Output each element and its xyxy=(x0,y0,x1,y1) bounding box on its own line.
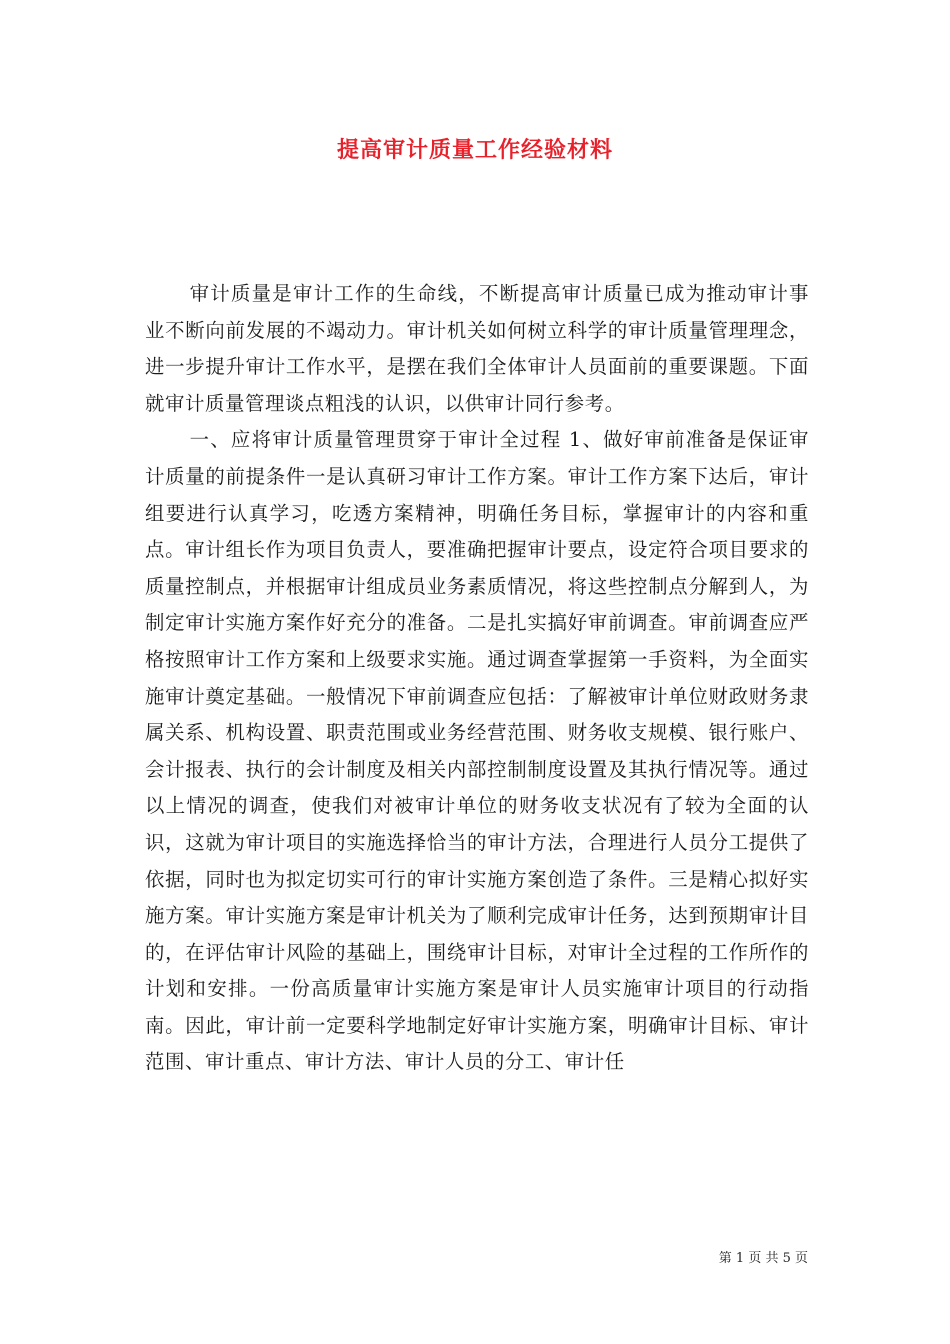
document-body xyxy=(145,276,809,1081)
paragraph-section-one: 一、应将审计质量管理贯穿于审计全过程 1、做好审前准备是保证审计质量的前提条件一是认真研习审计工作方案。审计工作方案下达后，审计组要进行认真学习，吃透方案精神，明确任务目标，掌握审计的内容和重点。审计组长作为项目负责人，要准确把握审计要点，设定符合项目要求的质量控制点，并根据审计组成员业务素质情况，将这些控制点分解到人，为制定审计实施方案作好充分的准备。二是扎实搞好审前调查。审前调查应严格按照审计工作方案和上级要求实施。通过调查掌握第一手资料，为全面实施审计奠定基础。一般情况下审前调查应包括：了解被审计单位财政财务隶属关系、机构设置、职责范围或业务经营范围、财务收支规模、银行账户、会计报表、执行的会计制度及相关内部控制制度设置及其执行情况等。通过以上情况的调查，使我们对被审计单位的财务收支状况有了较为全面的认识，这就为审计项目的实施选择恰当的审计方法，合理进行人员分工提供了依据，同时也为拟定切实可行的审计实施方案创造了条件。三是精心拟好实施方案。审计实施方案是审计机关为了顺利完成审计任务，达到预期审计目的，在评估审计风险的基础上，围绕审计目标，对审计全过程的工作所作的计划和安排。一份高质量审计实施方案是审计人员实施审计项目的行动指南。因此，审计前一定要科学地制定好审计实施方案，明确审计目标、审计范围、审计重点、审计方法、审计人员的分工、审计任 xyxy=(145,428,809,1074)
document-title: 提高审计质量工作经验材料 xyxy=(336,137,613,163)
paragraph-intro: 审计质量是审计工作的生命线，不断提高审计质量已成为推动审计事业不断向前发展的不竭动力。审计机关如何树立科学的审计质量管理理念，进一步提升审计工作水平，是摆在我们全体审计人员面前的重要课题。下面就审计质量管理谈点粗浅的认识，以供审计同行参考。 xyxy=(145,282,809,415)
page-number: 第 1 页 共 5 页 xyxy=(718,1251,808,1266)
